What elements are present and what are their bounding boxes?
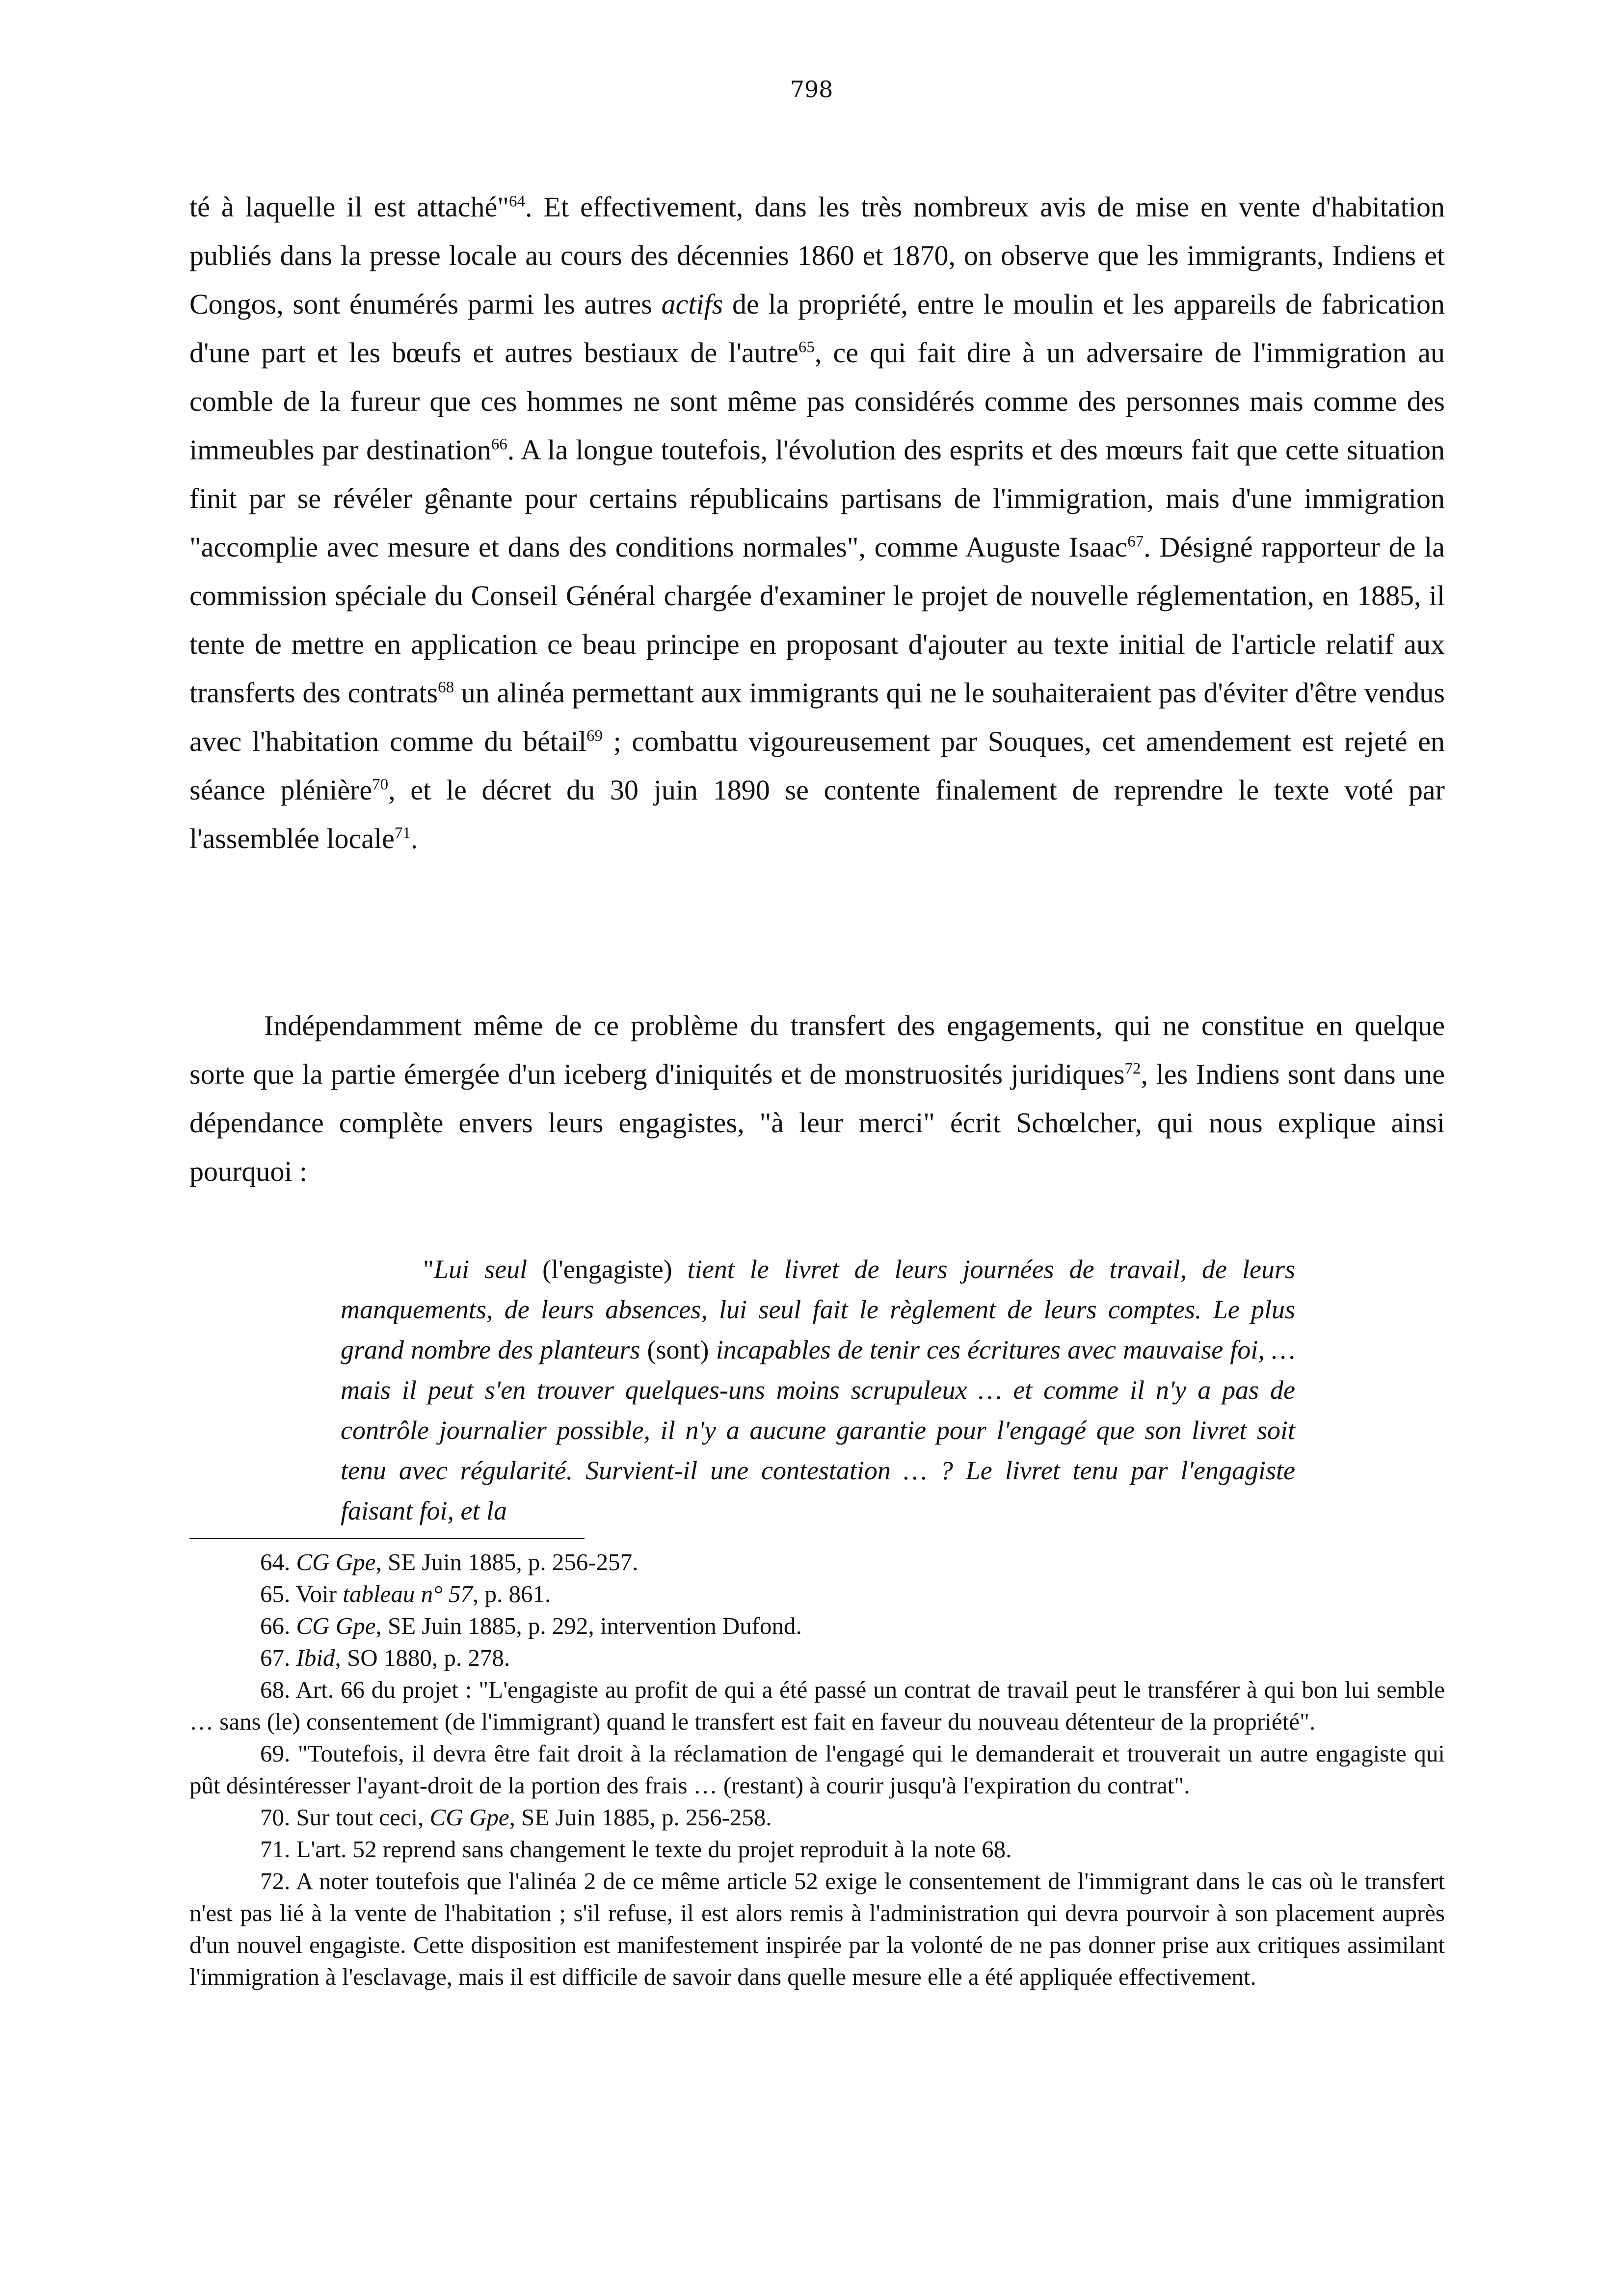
footnote-ref-71[interactable]: 71 — [394, 824, 411, 842]
footnote-67: 67. Ibid, SO 1880, p. 278. — [260, 1644, 510, 1671]
footnote-ref-69[interactable]: 69 — [586, 727, 603, 745]
page-number: 798 — [790, 76, 833, 103]
footnote-ref-68[interactable]: 68 — [438, 678, 454, 696]
block-quote: "Lui seul (l'engagiste) tient le livret de leurs journées de travail, de leurs manquements, de leurs absences, lui seul fait le règlement de leurs comptes. Le plus grand nombre des planteurs (sont) incapables de tenir ces écritures avec mauvaise foi, … mais il peut s'en trouver quelques-uns moins scrupuleux … et comme il n'y a pas de contrôle journalier possible, il n'y a aucune garantie pour l'engagé que son livret soit tenu avec régularité. Survient-il une contestation … ? Le livret tenu par l'engagiste faisant foi, et la — [341, 1255, 1296, 1525]
footnote-72: 72. A noter toutefois que l'alinéa 2 de ce même article 52 exige le consentement de l'immigrant dans le cas où le transfert n'est pas lié à la vente de l'habitation ; s'il refuse, il est alors remis à l'administration qui devra pourvoir à son placement auprès d'un nouvel engagiste. Cette disposition est manifestement inspirée par la volonté de ne pas donner prise aux critiques assimilant l'immigration à l'esclavage, mais il est difficile de savoir dans quelle mesure elle a été appliquée effectivement. — [189, 1868, 1445, 1990]
footnote-ref-70[interactable]: 70 — [372, 775, 389, 794]
footnotes-list — [189, 1546, 1445, 1993]
footnote-71: 71. L'art. 52 reprend sans changement le texte du projet reproduit à la note 68. — [260, 1836, 1012, 1863]
footnote-68: 68. Art. 66 du projet : "L'engagiste au profit de qui a été passé un contrat de travail peut le transférer à qui bon lui semble … sans (le) consentement (de l'immigrant) quand le transfert est fait en faveur du nouveau détenteur de la propriété". — [189, 1676, 1445, 1735]
footnote-65: 65. Voir tableau n° 57, p. 861. — [260, 1580, 551, 1607]
footnote-ref-72[interactable]: 72 — [1124, 1060, 1141, 1078]
footnote-ref-67[interactable]: 67 — [1127, 533, 1144, 551]
footnote-64: 64. CG Gpe, SE Juin 1885, p. 256-257. — [260, 1548, 639, 1575]
footnote-ref-64[interactable]: 64 — [508, 192, 525, 211]
footnote-70: 70. Sur tout ceci, CG Gpe, SE Juin 1885, p. 256-258. — [260, 1804, 772, 1831]
footnote-ref-66[interactable]: 66 — [491, 435, 507, 454]
body-paragraph-2: Indépendamment même de ce problème du transfert des engagements, qui ne constitue en quelque sorte que la partie émergée d'un iceberg d'iniquités et de monstruosités juridiques$^{72}$, les Indiens sont dans une dépendance complète envers leurs engagistes, "à leur merci" écrit Schœlcher, qui nous explique ainsi pourquoi : — [189, 1010, 1445, 1187]
footnote-ref-65[interactable]: 65 — [798, 338, 815, 356]
footnote-66: 66. CG Gpe, SE Juin 1885, p. 292, intervention Dufond. — [260, 1612, 802, 1639]
footnote-separator — [189, 1538, 585, 1539]
footnote-69: 69. "Toutefois, il devra être fait droit à la réclamation de l'engagé qui le demanderait et trouverait un autre engagiste qui pût désintéresser l'ayant-droit de la portion des frais … (restant) à courir jusqu'à l'expiration du contrat". — [189, 1740, 1445, 1799]
body-paragraph-1: té à laquelle il est attaché"$^{64}$. Et effectivement, dans les très nombreux avis de mise en vente d'habitation publiés dans la presse locale au cours des décennies 1860 et 1870, on observe que les immigrants, Indiens et Congos, sont énumérés parmi les autres actifs de la propriété, entre le moulin et les appareils de fabrication d'une part et les bœufs et autres bestiaux de l'autre$^{65}$, ce qui fait dire à un adversaire de l'immigration au comble de la fureur que ces hommes ne sont même pas considérés comme des personnes mais comme des immeubles par destination$^{66}$. A la longue toutefois, l'évolution des esprits et des mœurs fait que cette situation finit par se révéler gênante pour certains républicains partisans de l'immigration, mais d'une immigration "accomplie avec mesure et dans des conditions normales", comme Auguste Isaac$^{67}$. Désigné rapporteur de la commission spéciale du Conseil Général chargée d'examiner le projet de nouvelle réglementation, en 1885, il tente de mettre en application ce beau principe en proposant d'ajouter au texte initial de l'article relatif aux transferts des contrats$^{68}$ un alinéa permettant aux immigrants qui ne le souhaiteraient pas d'éviter d'être vendus avec l'habitation comme du bétail$^{69}$ ; combattu vigoureusement par Souques, cet amendement est rejeté en séance plénière$^{70}$, et le décret du 30 juin 1890 se contente finalement de reprendre le texte voté par l'assemblée locale$^{71}$. — [189, 191, 1445, 854]
